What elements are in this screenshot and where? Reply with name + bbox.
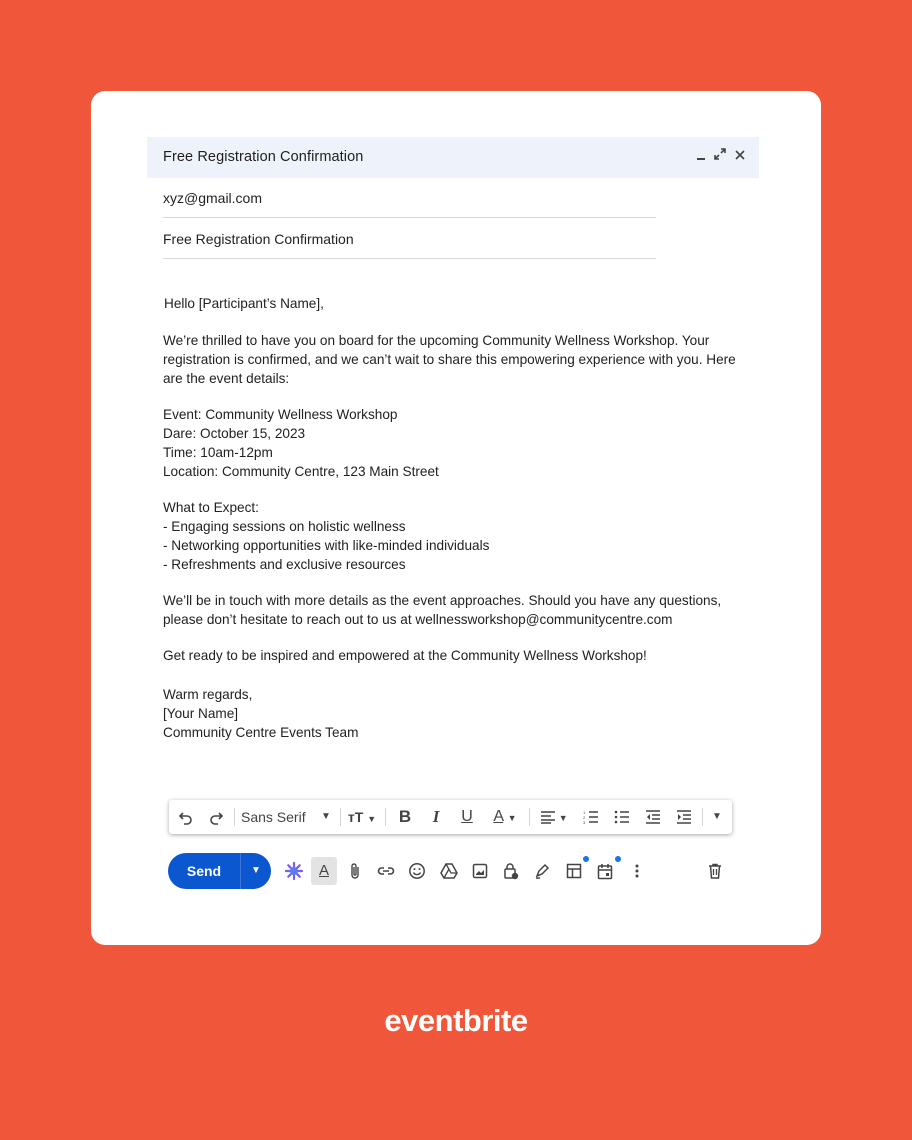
to-value: xyz@gmail.com <box>163 190 263 206</box>
intro-paragraph: We’re thrilled to have you on board for the upcoming Community Wellness Workshop. Your registration is confirmed, and we can’t wait to share this empowering experience with you. Here are the event details: <box>163 333 736 386</box>
indent-less-icon[interactable] <box>641 800 665 834</box>
event-details: Event: Community Wellness Workshop Dare: October 15, 2023 Time: 10am-12pm Location: Community Centre, 123 Main Street <box>163 407 439 479</box>
schedule-badge <box>615 856 621 862</box>
formatting-options-icon[interactable]: A <box>311 857 337 885</box>
bold-icon[interactable]: B <box>398 807 412 826</box>
svg-text:3: 3 <box>583 820 586 825</box>
confidential-icon[interactable] <box>499 857 523 885</box>
font-select[interactable]: Sans Serif <box>241 809 306 825</box>
to-field[interactable] <box>163 180 656 218</box>
signature-icon[interactable] <box>530 857 554 885</box>
subject-field[interactable] <box>163 221 656 259</box>
close-icon[interactable] <box>731 144 749 170</box>
layouts-badge <box>583 856 589 862</box>
text-color-icon[interactable]: A ▼ <box>493 808 517 825</box>
underline-icon[interactable]: U <box>461 808 473 825</box>
expand-icon[interactable] <box>711 144 729 170</box>
photo-icon[interactable] <box>468 857 492 885</box>
redo-icon[interactable] <box>205 800 227 834</box>
minimize-icon[interactable] <box>692 144 710 170</box>
font-dropdown-icon[interactable]: ▼ <box>321 811 331 822</box>
svg-text:2: 2 <box>583 815 586 821</box>
formatting-toolbar <box>169 800 732 834</box>
drive-icon[interactable] <box>437 857 461 885</box>
discard-icon[interactable] <box>703 857 727 885</box>
send-options-icon[interactable]: ▼ <box>251 865 261 876</box>
svg-text:1: 1 <box>583 810 586 816</box>
send-button[interactable] <box>168 853 271 889</box>
compose-header <box>147 137 759 178</box>
compose-title: Free Registration Confirmation <box>163 149 364 165</box>
call-to-action: Get ready to be inspired and empowered at the Community Wellness Workshop! <box>163 648 647 663</box>
more-formatting-icon[interactable]: ▼ <box>712 811 722 822</box>
indent-more-icon[interactable] <box>672 800 696 834</box>
undo-icon[interactable] <box>175 800 197 834</box>
signature-block: Warm regards, [Your Name] Community Centre Events Team <box>163 687 359 740</box>
bulleted-list-icon[interactable] <box>610 800 634 834</box>
closing-paragraph: We’ll be in touch with more details as the event approaches. Should you have any questions, please don’t hesitate to reach out to us at wellnessworkshop@communitycentre.com <box>163 593 722 627</box>
text-size-icon[interactable]: тT ▼ <box>347 809 377 825</box>
send-label: Send <box>186 863 222 879</box>
ai-spark-icon[interactable] <box>282 857 306 885</box>
eventbrite-logo: eventbrite <box>384 1003 528 1038</box>
align-icon[interactable]: ▼ <box>537 800 571 834</box>
italic-icon[interactable]: I <box>432 807 440 826</box>
more-options-icon[interactable] <box>625 857 649 885</box>
emoji-icon[interactable] <box>405 857 429 885</box>
link-icon[interactable] <box>374 857 398 885</box>
numbered-list-icon[interactable] <box>579 800 603 834</box>
layouts-icon[interactable] <box>562 857 586 885</box>
subject-value: Free Registration Confirmation <box>163 231 354 247</box>
attach-icon[interactable] <box>343 857 367 885</box>
what-to-expect: What to Expect: - Engaging sessions on holistic wellness - Networking opportunities with like-minded individuals - Refreshments and exclusive resources <box>163 500 490 572</box>
schedule-icon[interactable] <box>593 857 617 885</box>
greeting: Hello [Participant’s Name], <box>164 296 324 311</box>
